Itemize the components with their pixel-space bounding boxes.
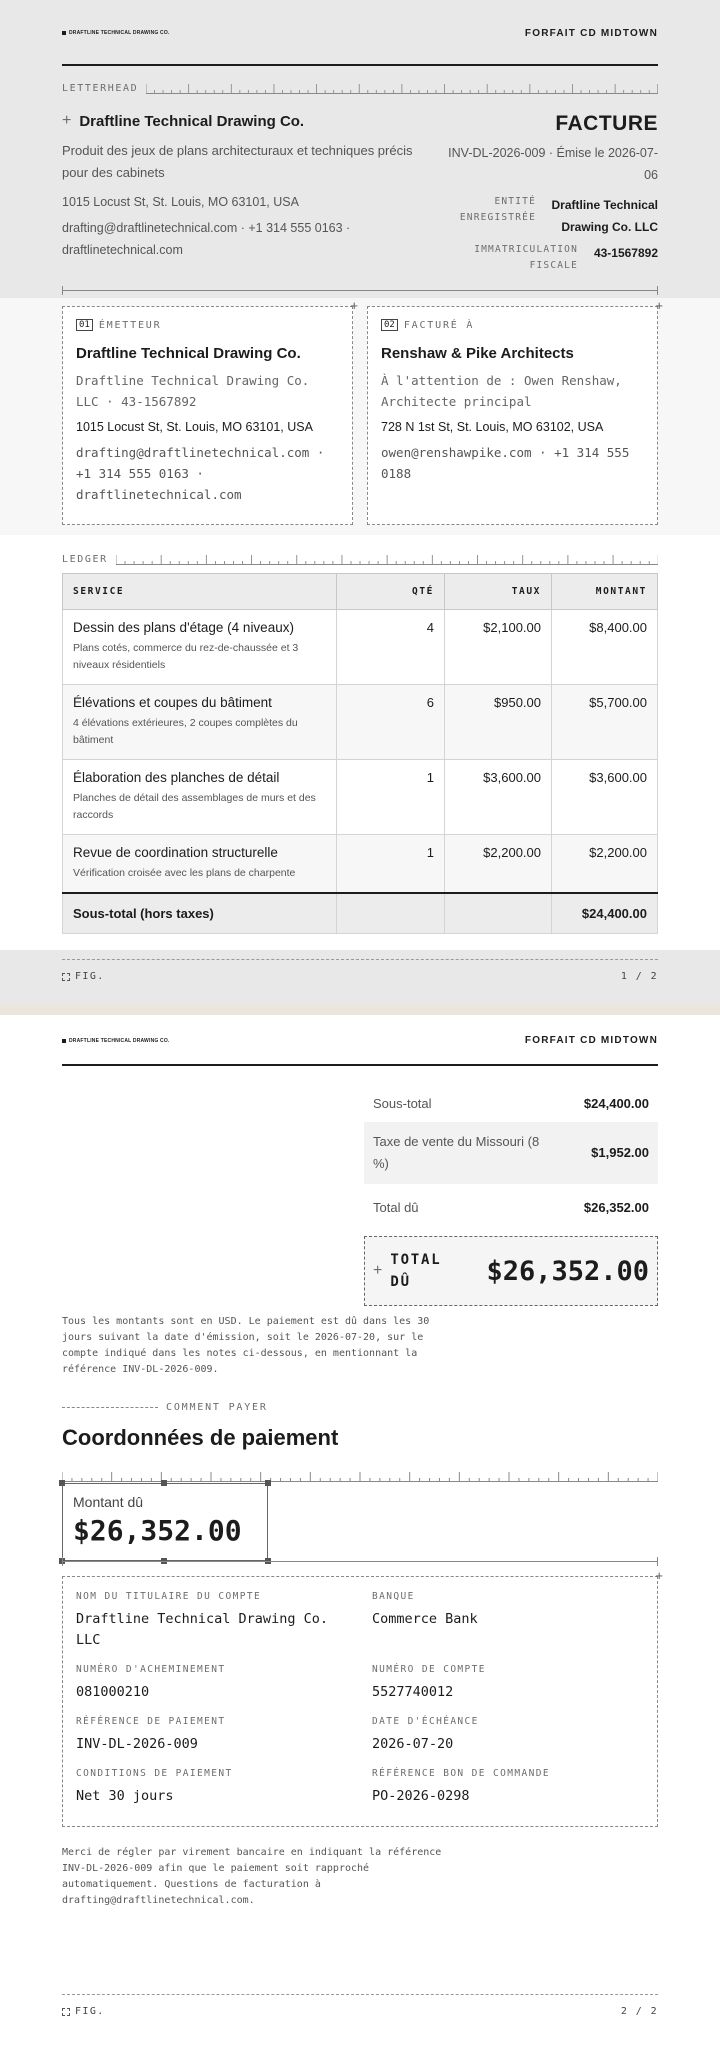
line-items-table — [62, 573, 658, 934]
selection-handle-icon — [59, 1480, 65, 1486]
page-number: 2 / 2 — [620, 2006, 658, 2017]
table-row — [63, 685, 658, 760]
company-contact: drafting@draftlinetechnical.com · +1 314 555 0163 · draftlinetechnical.com — [62, 221, 351, 257]
item-qty: 1 — [337, 760, 445, 835]
item-qty: 6 — [337, 685, 445, 760]
amount-due-area — [62, 1469, 658, 1589]
letterhead-company-block — [62, 112, 424, 274]
item-amount: $3,600.00 — [552, 760, 658, 835]
selection-handle-icon — [161, 1480, 167, 1486]
figure-bracket-icon — [62, 2008, 70, 2016]
table-row — [63, 610, 658, 685]
col-qty: QTÉ — [337, 574, 445, 610]
bank-field: NUMÉRO D'ACHEMINEMENT 081000210 — [76, 1664, 226, 1700]
tax-registration: IMMATRICULATION FISCALE 43-1567892 — [474, 244, 658, 271]
item-title: Revue de coordination structurelle — [73, 845, 278, 860]
billto-attention: À l'attention de : Owen Renshaw, Architecte principal — [381, 373, 622, 409]
payment-heading: Coordonnées de paiement — [62, 1425, 339, 1450]
item-description: Plans cotés, commerce du rez-de-chaussée et 3 niveaux résidentiels — [73, 642, 299, 671]
brand-mini: DRAFTLINE TECHNICAL DRAWING CO. — [62, 30, 170, 36]
corner-plus-icon: + — [655, 1568, 663, 1583]
item-qty: 4 — [337, 610, 445, 685]
company-tagline: Produit des jeux de plans architecturaux et techniques précis pour des cabinets — [62, 143, 413, 180]
project-name: FORFAIT CD MIDTOWN — [524, 27, 658, 39]
totals-subtotal: Sous-total $24,400.00 — [373, 1095, 649, 1111]
selection-handle-icon — [265, 1480, 271, 1486]
page-footer — [0, 950, 720, 1006]
fig-label: FIG. — [75, 2006, 105, 2017]
billto-label: FACTURÉ À — [403, 319, 475, 331]
bank-field: NOM DU TITULAIRE DU COMPTE Draftline Technical Drawing Co. LLC — [76, 1591, 328, 1648]
ledger-section — [0, 549, 720, 957]
billto-card: + 02 FACTURÉ À Renshaw & Pike Architects À l'attention de : Owen Renshaw, Architecte principal 728 N 1st St, St. Louis, MO 63102, USA owen@renshawpike.com · +1 314 555 0188 — [367, 306, 658, 525]
registered-entity: ENTITÉ ENREGISTRÉE Draftline Technical Drawing Co. LLC — [459, 196, 658, 234]
currency-terms-note: Tous les montants sont en USD. Le paiement est dû dans les 30 jours suivant la date d'émission, soit le 2026-07-20, sur le compte indiqué dans les notes ci-dessous, en mentionnant la référence INV-DL-2026-009. — [62, 1316, 430, 1375]
payment-eyebrow: COMMENT PAYER — [62, 1402, 658, 1413]
item-rate: $2,100.00 — [445, 610, 552, 685]
fig-label: FIG. — [75, 971, 105, 982]
item-amount: $5,700.00 — [552, 685, 658, 760]
item-qty: 1 — [337, 835, 445, 894]
table-header-row — [63, 574, 658, 610]
corner-plus-icon: + — [655, 298, 663, 313]
page-header — [62, 0, 658, 64]
bank-field: RÉFÉRENCE DE PAIEMENT INV-DL-2026-009 — [76, 1716, 226, 1752]
ruler-ticks — [116, 553, 658, 565]
item-rate: $2,200.00 — [445, 835, 552, 894]
page-header — [62, 1015, 658, 1064]
item-title: Élévations et coupes du bâtiment — [73, 695, 272, 710]
parties-section — [62, 298, 663, 525]
letterhead-frame-line — [62, 290, 658, 291]
col-rate: TAUX — [445, 574, 552, 610]
item-description: 4 élévations extérieures, 2 coupes complètes du bâtiment — [73, 717, 298, 746]
subtotal-value: $24,400.00 — [552, 893, 658, 933]
eyebrow-dash — [62, 1407, 158, 1408]
totals-tax: Taxe de vente du Missouri (8 %) $1,952.00 — [364, 1122, 658, 1184]
item-title: Élaboration des planches de détail — [73, 770, 280, 785]
grand-total-box — [364, 1236, 658, 1306]
invoice-page-2 — [0, 1015, 720, 2045]
bank-field: RÉFÉRENCE BON DE COMMANDE PO-2026-0298 — [372, 1768, 550, 1804]
amount-due-label: Montant dû — [73, 1494, 144, 1510]
ledger-ruler — [62, 549, 658, 569]
page-break — [0, 1005, 720, 1015]
header-rule — [62, 1064, 658, 1066]
table-row — [63, 760, 658, 835]
billto-name: Renshaw & Pike Architects — [381, 345, 574, 362]
page-footer — [0, 1985, 720, 2041]
brand-mini: DRAFTLINE TECHNICAL DRAWING CO. — [62, 1038, 170, 1044]
closing-note: Merci de régler par virement bancaire en indiquant la référence INV-DL-2026-009 afin que le paiement soit rapproché automatiquement. Questions de facturation à drafting@draftlinetechnical.com. — [62, 1847, 442, 1906]
subtotal-label: Sous-total (hors taxes) — [63, 893, 337, 933]
corner-plus-icon: + — [350, 298, 358, 313]
invoice-number-date: INV-DL-2026-009 · Émise le 2026-07-06 — [448, 146, 658, 182]
issuer-legal-name: Draftline Technical Drawing Co. LLC · 43-1567892 — [76, 373, 310, 409]
company-address: 1015 Locust St, St. Louis, MO 63101, USA — [62, 195, 299, 209]
document-title: FACTURE — [555, 112, 658, 135]
col-amount: MONTANT — [552, 574, 658, 610]
issuer-label: ÉMETTEUR — [98, 319, 162, 331]
billto-address: 728 N 1st St, St. Louis, MO 63102, USA — [381, 420, 604, 434]
issuer-card: + 01 ÉMETTEUR Draftline Technical Drawing Co. Draftline Technical Drawing Co. LLC · 43-1567892 1015 Locust St, St. Louis, MO 63101, USA drafting@draftlinetechnical.com · +1 314 555 0163 · draftlinetechnical.com — [62, 306, 353, 525]
bank-field: DATE D'ÉCHÉANCE 2026-07-20 — [372, 1716, 479, 1752]
totals-block — [364, 1084, 658, 1306]
plus-icon: + — [373, 1262, 383, 1279]
issuer-address: 1015 Locust St, St. Louis, MO 63101, USA — [76, 420, 313, 434]
brand-mark-icon — [62, 1039, 66, 1043]
billto-contact: owen@renshawpike.com · +1 314 555 0188 — [381, 445, 630, 481]
plus-icon: + — [62, 112, 72, 129]
item-rate: $3,600.00 — [445, 760, 552, 835]
bank-details-card — [62, 1568, 663, 1827]
item-description: Vérification croisée avec les plans de charpente — [73, 867, 296, 879]
grand-total-value: $26,352.00 — [486, 1255, 649, 1287]
subtotal-row — [63, 893, 658, 933]
ruler-ticks — [62, 1469, 658, 1481]
brand-mark-icon — [62, 31, 66, 35]
amount-due-value: $26,352.00 — [73, 1514, 242, 1547]
grand-total-label: TOTAL DÛ — [390, 1252, 442, 1290]
item-title: Dessin des plans d'étage (4 niveaux) — [73, 620, 294, 635]
letterhead-label: LETTERHEAD — [62, 82, 139, 94]
invoice-page-1 — [0, 0, 720, 1015]
project-name: FORFAIT CD MIDTOWN — [524, 1035, 658, 1046]
bank-field: BANQUE Commerce Bank — [372, 1591, 478, 1627]
company-name: Draftline Technical Drawing Co. — [79, 112, 305, 130]
figure-bracket-icon — [62, 973, 70, 981]
amount-due-box — [62, 1483, 268, 1561]
letterhead-section — [0, 0, 720, 298]
issuer-contact: drafting@draftlinetechnical.com · +1 314 555 0163 · draftlinetechnical.com — [76, 445, 325, 502]
item-description: Planches de détail des assemblages de murs et des raccords — [73, 792, 316, 821]
invoice-meta-block — [448, 112, 658, 274]
bank-field: NUMÉRO DE COMPTE 5527740012 — [372, 1664, 486, 1700]
item-amount: $2,200.00 — [552, 835, 658, 894]
ledger-label: LEDGER — [62, 553, 108, 565]
letterhead-ruler — [62, 78, 658, 98]
ruler-ticks — [146, 82, 658, 94]
amount-frame-line — [62, 1561, 658, 1562]
page-number: 1 / 2 — [620, 971, 658, 982]
item-rate: $950.00 — [445, 685, 552, 760]
table-row — [63, 835, 658, 894]
issuer-name: Draftline Technical Drawing Co. — [76, 345, 301, 362]
header-rule — [62, 64, 658, 66]
totals-due: Total dû $26,352.00 — [373, 1199, 649, 1215]
item-amount: $8,400.00 — [552, 610, 658, 685]
bank-field: CONDITIONS DE PAIEMENT Net 30 jours — [76, 1768, 233, 1804]
col-service: SERVICE — [63, 574, 337, 610]
